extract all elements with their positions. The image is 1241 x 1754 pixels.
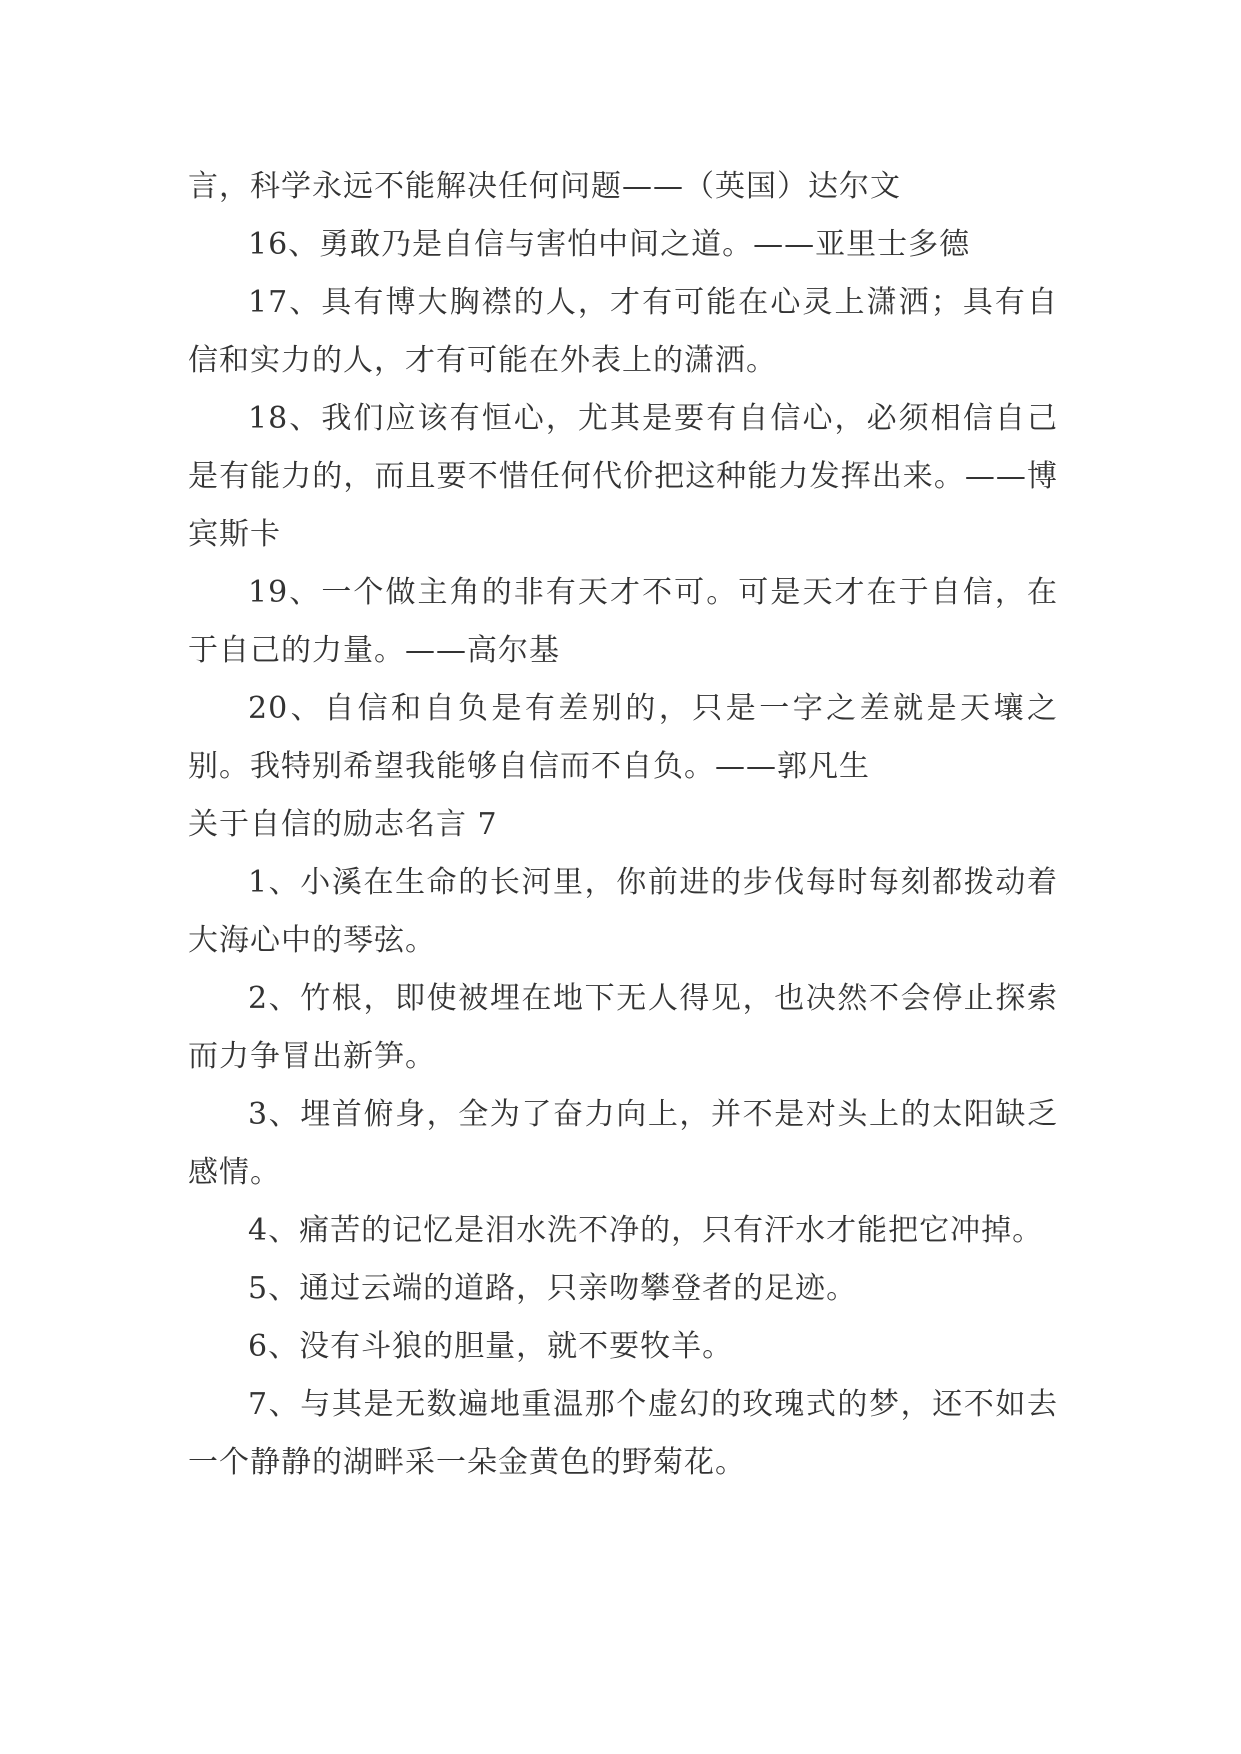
section-quote-2: 2、竹根，即使被埋在地下无人得见，也决然不会停止探索而力争冒出新笋。 <box>188 981 1058 1074</box>
quote-20: 20、自信和自负是有差别的，只是一字之差就是天壤之别。我特别希望我能够自信而不自负。——郭凡生 <box>188 691 1058 784</box>
quote-16: 16、勇敢乃是自信与害怕中间之道。——亚里士多德 <box>248 227 971 262</box>
section-heading: 关于自信的励志名言 7 <box>188 807 498 842</box>
quote-17: 17、具有博大胸襟的人，才有可能在心灵上潇洒；具有自信和实力的人，才有可能在外表上的潇洒。 <box>188 285 1058 378</box>
document-body <box>188 158 1058 1492</box>
quote-18: 18、我们应该有恒心，尤其是要有自信心，必须相信自己是有能力的，而且要不惜任何代价把这种能力发挥出来。——博宾斯卡 <box>188 401 1058 552</box>
section-quote-6: 6、没有斗狼的胆量，就不要牧羊。 <box>248 1329 734 1364</box>
section-quote-5: 5、通过云端的道路，只亲吻攀登者的足迹。 <box>248 1271 858 1306</box>
section-quote-4: 4、痛苦的记忆是泪水洗不净的，只有汗水才能把它冲掉。 <box>248 1213 1044 1248</box>
paragraph-continued: 言，科学永远不能解决任何问题——（英国）达尔文 <box>188 169 901 204</box>
section-quote-3: 3、埋首俯身，全为了奋力向上，并不是对头上的太阳缺乏感情。 <box>188 1097 1058 1190</box>
quote-19: 19、一个做主角的非有天才不可。可是天才在于自信，在于自己的力量。——高尔基 <box>188 575 1058 668</box>
section-quote-1: 1、小溪在生命的长河里，你前进的步伐每时每刻都拨动着大海心中的琴弦。 <box>188 865 1058 958</box>
section-quote-7: 7、与其是无数遍地重温那个虚幻的玫瑰式的梦，还不如去一个静静的湖畔采一朵金黄色的野菊花。 <box>188 1387 1058 1480</box>
